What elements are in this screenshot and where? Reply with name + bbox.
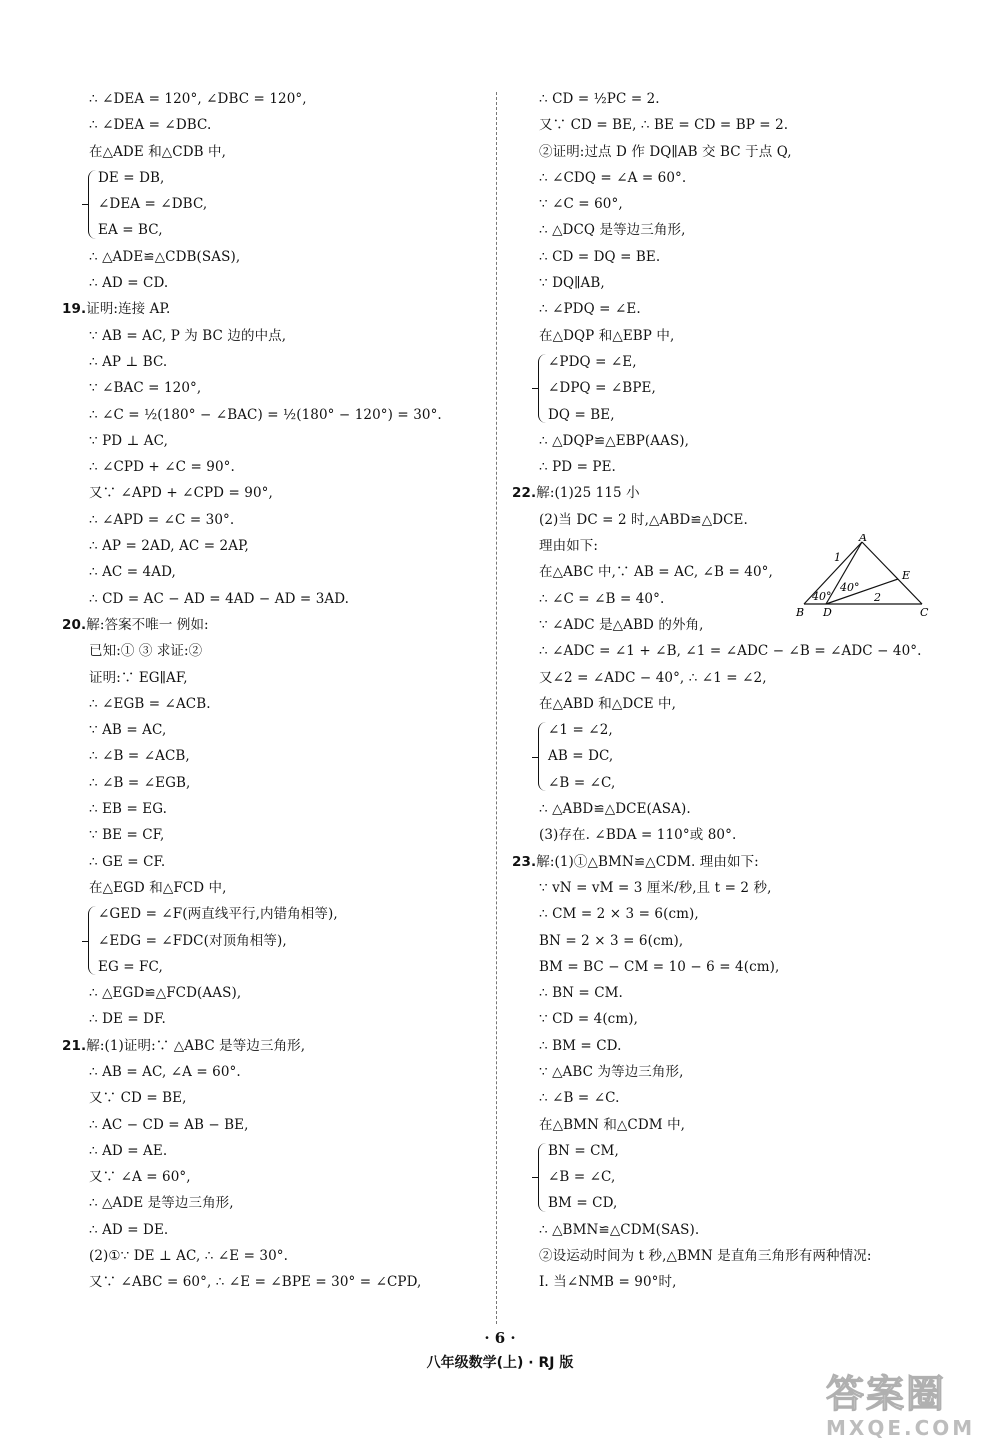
equation-system <box>62 165 482 244</box>
text-line: ∴ AD = DE. <box>89 1221 169 1238</box>
text-line: 理由如下: <box>539 538 599 555</box>
question-text: 解:(1)①△BMN≌△CDM. 理由如下: <box>536 853 759 870</box>
watermark-logo <box>826 1372 994 1446</box>
text-line: ∵ BE = CF, <box>89 827 165 844</box>
text-line: 又∠2 = ∠ADC − 40°, ∴ ∠1 = ∠2, <box>539 669 767 686</box>
equation-line: BN = CM, <box>548 1142 619 1159</box>
text-line: ∴ AP = 2AD, AC = 2AP, <box>89 538 249 555</box>
text-line: 在△ABD 和△DCE 中, <box>539 695 677 712</box>
text-line: ∴ EB = EG. <box>89 801 167 818</box>
text-line: ∵ CD = 4(cm), <box>539 1011 639 1028</box>
text-line: BM = BC − CM = 10 − 6 = 4(cm), <box>539 958 780 975</box>
text-line: ∴ PD = PE. <box>539 459 616 476</box>
text-line: ∴ ∠B = ∠C. <box>539 1090 620 1107</box>
question-line <box>62 612 482 638</box>
question-number: 21. <box>62 1037 87 1054</box>
text-line: ∴ AD = CD. <box>89 275 169 292</box>
text-line: ∴ BN = CM. <box>539 985 623 1002</box>
text-line: ∴ AC − CD = AB − BE, <box>89 1116 249 1133</box>
text-line: BN = 2 × 3 = 6(cm), <box>539 932 684 949</box>
text-line: ∴ BM = CD. <box>539 1037 622 1054</box>
text-line: ∵ △ABC 为等边三角形, <box>539 1063 684 1080</box>
question-line <box>62 296 482 322</box>
question-number: 19. <box>62 301 87 318</box>
text-line: ∴ CD = AC − AD = 4AD − AD = 3AD. <box>89 590 350 607</box>
text-line: Ⅰ. 当∠NMB = 90°时, <box>539 1274 677 1291</box>
text-line: 在△DQP 和△EBP 中, <box>539 327 675 344</box>
equation-system <box>512 349 952 428</box>
page-number: · 6 · <box>484 1329 516 1347</box>
label-e: E <box>902 569 911 582</box>
text-line: ∴ ∠C = ½(180° − ∠BAC) = ½(180° − 120°) = 30°. <box>89 406 442 423</box>
text-line: 又∵ ∠ABC = 60°, ∴ ∠E = ∠BPE = 30° = ∠CPD, <box>89 1274 422 1291</box>
text-line: ∴ AP ⊥ BC. <box>89 353 168 370</box>
text-line: 又∵ CD = BE, <box>89 1090 187 1107</box>
equation-line: ∠B = ∠C, <box>548 774 616 791</box>
question-number: 20. <box>62 616 87 633</box>
equation-line: BM = CD, <box>548 1195 618 1212</box>
label-d: D <box>823 606 832 619</box>
text-line: 在△EGD 和△FCD 中, <box>89 879 227 896</box>
text-line: ②设运动时间为 t 秒,△BMN 是直角三角形有两种情况: <box>539 1248 872 1265</box>
text-line: ∴ ∠B = ∠ACB, <box>89 748 190 765</box>
text-line: ∴ ∠ADC = ∠1 + ∠B, ∠1 = ∠ADC − ∠B = ∠ADC − 40°. <box>539 643 922 660</box>
text-line: 证明:∵ EG∥AF, <box>89 669 188 686</box>
text-line: ∴ CM = 2 × 3 = 6(cm), <box>539 906 699 923</box>
equation-line: AB = DC, <box>548 748 614 765</box>
text-line: ②证明:过点 D 作 DQ∥AB 交 BC 于点 Q, <box>539 143 792 160</box>
label-b: B <box>796 606 805 619</box>
label-a: A <box>859 534 867 544</box>
text-line: ∴ AB = AC, ∠A = 60°. <box>89 1063 241 1080</box>
text-line: ∴ △BMN≌△CDM(SAS). <box>539 1221 700 1238</box>
equation-line: ∠DEA = ∠DBC, <box>98 196 208 213</box>
text-line: ∵ PD ⊥ AC, <box>89 432 168 449</box>
text-line: ∵ ∠ADC 是△ABD 的外角, <box>539 616 704 633</box>
text-line: 已知:① ③ 求证:② <box>89 643 203 660</box>
text-line: ∴ ∠DEA = ∠DBC. <box>89 117 212 134</box>
equation-system <box>62 901 482 980</box>
text-line: ∴ △ABD≌△DCE(ASA). <box>539 801 691 818</box>
equation-line: EA = BC, <box>98 222 163 239</box>
text-line: ∵ DQ∥AB, <box>539 275 605 292</box>
label-angle-d: 40° <box>840 581 860 594</box>
text-line: ∴ CD = DQ = BE. <box>539 248 661 265</box>
question-number: 23. <box>512 853 537 870</box>
text-line: ∵ ∠BAC = 120°, <box>89 380 202 397</box>
text-line: ∴ AD = AE. <box>89 1142 168 1159</box>
question-text: 证明:连接 AP. <box>86 301 171 318</box>
equation-line: ∠EDG = ∠FDC(对顶角相等), <box>98 932 287 949</box>
text-line: ∴ ∠CPD + ∠C = 90°. <box>89 459 235 476</box>
text-line: ∵ vN = vM = 3 厘米/秒,且 t = 2 秒, <box>539 879 772 896</box>
label-angle-1: 1 <box>834 551 841 564</box>
question-text: 解:(1)25 115 小 <box>536 485 640 502</box>
text-line: ∴ DE = DF. <box>89 1011 166 1028</box>
equation-line: DQ = BE, <box>548 406 615 423</box>
text-line: ∴ ∠C = ∠B = 40°. <box>539 590 665 607</box>
text-line: ∵ AB = AC, <box>89 722 167 739</box>
equation-line: ∠GED = ∠F(两直线平行,内错角相等), <box>98 906 338 923</box>
text-line: 又∵ ∠A = 60°, <box>89 1169 191 1186</box>
text-line: ∴ ∠DEA = 120°, ∠DBC = 120°, <box>89 91 307 107</box>
right-column <box>512 86 952 1296</box>
text-line: ∵ AB = AC, P 为 BC 边的中点, <box>89 327 287 344</box>
question-line <box>62 1033 482 1059</box>
text-line: 在△BMN 和△CDM 中, <box>539 1116 686 1133</box>
text-line: ∴ △DQP≌△EBP(AAS), <box>539 432 690 449</box>
text-line: ∴ △DCQ 是等边三角形, <box>539 222 686 239</box>
text-line: ∴ △ADE 是等边三角形, <box>89 1195 234 1212</box>
text-line: ∴ ∠EGB = ∠ACB. <box>89 695 211 712</box>
text-line: ∵ ∠C = 60°, <box>539 196 623 213</box>
triangle-figure <box>788 534 938 624</box>
text-line: ∴ ∠B = ∠EGB, <box>89 774 191 791</box>
text-line: (2)当 DC = 2 时,△ABD≌△DCE. <box>539 511 748 528</box>
text-line: ∴ ∠APD = ∠C = 30°. <box>89 511 235 528</box>
segment-ac <box>862 542 922 604</box>
equation-line: ∠DPQ = ∠BPE, <box>548 380 656 397</box>
column-divider <box>496 92 497 1324</box>
equation-system <box>512 1138 952 1217</box>
watermark-bottom: MXQE.COM <box>826 1416 976 1440</box>
watermark-top: 答案圈 <box>826 1372 947 1416</box>
text-line: ∴ ∠CDQ = ∠A = 60°. <box>539 169 687 186</box>
book-title: 八年级数学(上) · RJ 版 <box>426 1355 574 1371</box>
text-line: 在△ADE 和△CDB 中, <box>89 143 227 160</box>
question-text: 解:(1)证明:∵ △ABC 是等边三角形, <box>86 1037 306 1054</box>
text-line: ∴ △EGD≌△FCD(AAS), <box>89 985 242 1002</box>
text-line: 在△ABC 中,∵ AB = AC, ∠B = 40°, <box>539 564 773 581</box>
text-line: 又∵ ∠APD + ∠CPD = 90°, <box>89 485 273 502</box>
question-text: 解:答案不唯一 例如: <box>86 616 209 633</box>
equation-line: DE = DB, <box>98 169 165 186</box>
equation-line: EG = FC, <box>98 958 163 975</box>
text-line: ∴ GE = CF. <box>89 853 166 870</box>
equation-line: ∠B = ∠C, <box>548 1169 616 1186</box>
left-column <box>62 86 482 1296</box>
text-line: (2)①∵ DE ⊥ AC, ∴ ∠E = 30°. <box>89 1248 289 1265</box>
question-number: 22. <box>512 485 537 502</box>
text-line: ∴ AC = 4AD, <box>89 564 176 581</box>
question-line <box>512 480 952 506</box>
equation-line: ∠1 = ∠2, <box>548 722 613 739</box>
equation-system <box>512 717 952 796</box>
label-c: C <box>920 606 929 619</box>
text-line: 又∵ CD = BE, ∴ BE = CD = BP = 2. <box>539 117 789 134</box>
label-angle-b: 40° <box>812 590 832 603</box>
segment-de <box>826 579 898 604</box>
text-line: (3)存在. ∠BDA = 110°或 80°. <box>539 827 737 844</box>
text-line: ∴ CD = ½PC = 2. <box>539 91 660 107</box>
label-angle-2: 2 <box>874 591 881 604</box>
text-line: ∴ ∠PDQ = ∠E. <box>539 301 641 318</box>
text-line: ∴ △ADE≌△CDB(SAS), <box>89 248 241 265</box>
equation-line: ∠PDQ = ∠E, <box>548 353 637 370</box>
question-line <box>512 849 952 875</box>
